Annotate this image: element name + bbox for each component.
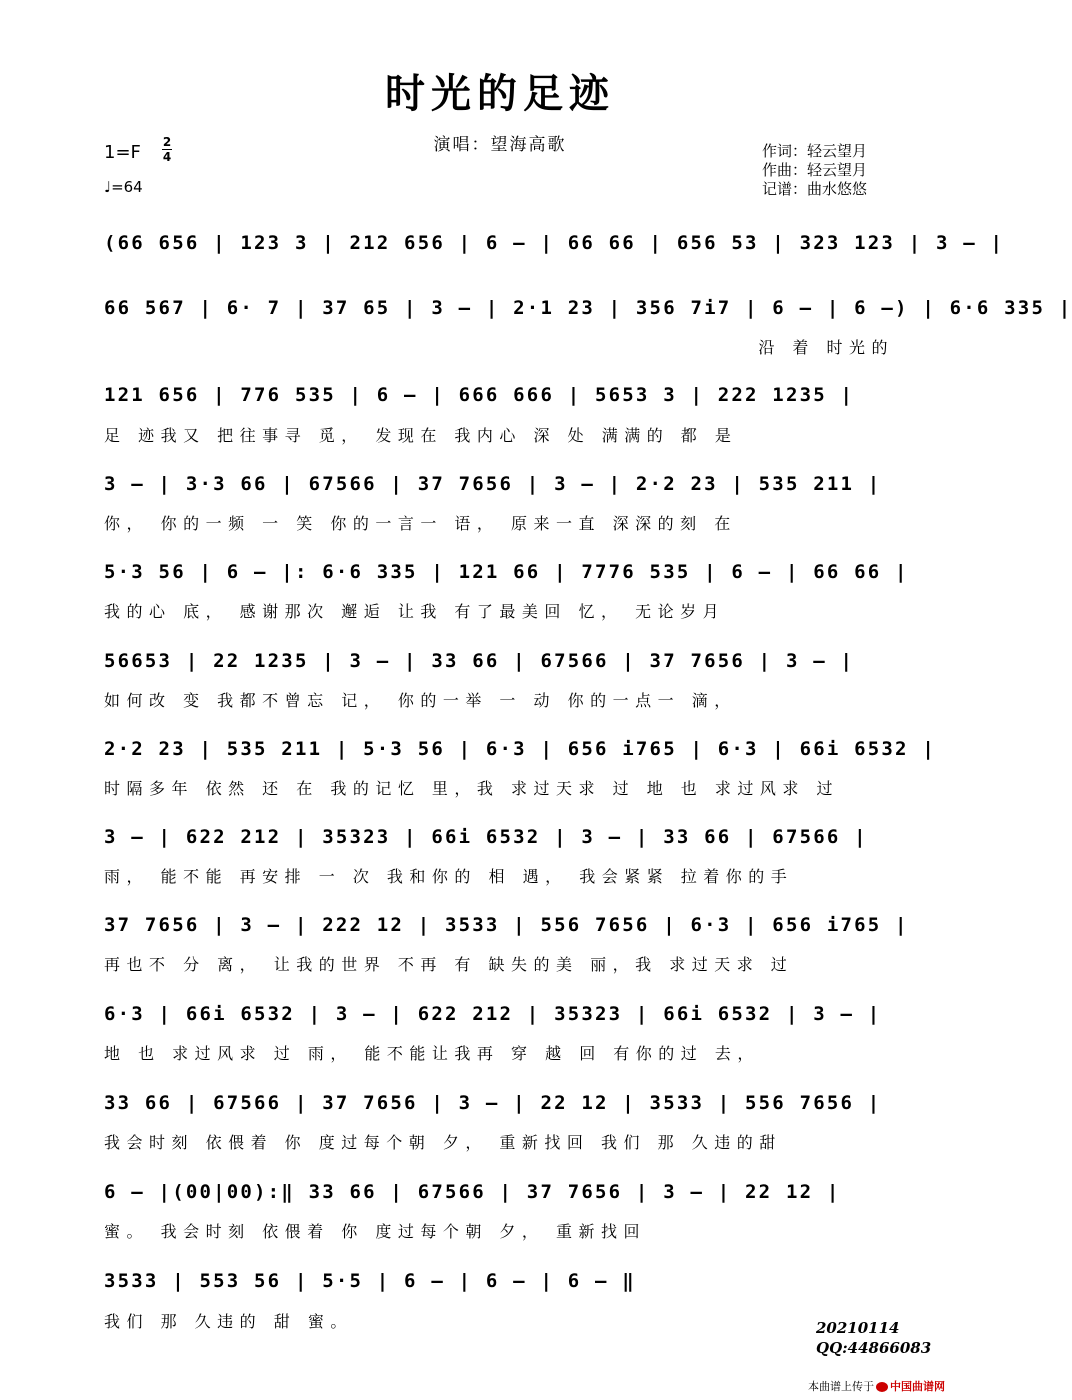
- score-notes-line: 2·2 23 | 535 211 | 5·3 56 | 6·3 | 656 i765 | 6·3 | 66i 6532 |: [104, 738, 936, 760]
- upload-date: 20210114: [816, 1319, 900, 1337]
- score-notes-line: 5·3 56 | 6 – |: 6·6 335 | 121 66 | 7776 535 | 6 – | 66 66 |: [104, 561, 909, 583]
- score-lyrics-line: 你， 你的一频 一 笑 你的一言一 语， 原来一直 深深的刻 在: [104, 514, 737, 533]
- score-notes-line: 6 – |(00|00):‖ 33 66 | 67566 | 37 7656 | 3 – | 22 12 |: [104, 1181, 841, 1203]
- score-notes-line: 56653 | 22 1235 | 3 – | 33 66 | 67566 | 37 7656 | 3 – |: [104, 650, 855, 672]
- score-lyrics-line: 我们 那 久违的 甜 蜜。: [104, 1312, 353, 1331]
- qq-contact: QQ:44866083: [816, 1339, 932, 1357]
- score-notes-line: 37 7656 | 3 – | 222 12 | 3533 | 556 7656 | 6·3 | 656 i765 |: [104, 914, 909, 936]
- score-lyrics-line: 雨， 能不能 再安排 一 次 我和你的 相 遇， 我会紧紧 拉着你的手: [104, 867, 794, 886]
- key-signature: 1=F: [104, 142, 141, 163]
- score-lyrics-line: 再也不 分 离， 让我的世界 不再 有 缺失的美 丽，我 求过天求 过: [104, 955, 794, 974]
- site-logo-icon: [876, 1382, 888, 1392]
- time-signature-top: 2: [162, 135, 172, 149]
- footer-text: 本曲谱上传于: [808, 1380, 874, 1393]
- score-lyrics-line: 时隔多年 依然 还 在 我的记忆 里，我 求过天求 过 地 也 求过风求 过: [104, 779, 839, 798]
- transcriber-credit: 记谱：曲水悠悠: [762, 180, 868, 198]
- upload-info: [816, 1318, 931, 1358]
- score-notes-line: 6·3 | 66i 6532 | 3 – | 622 212 | 35323 | 66i 6532 | 3 – |: [104, 1003, 882, 1025]
- score-notes-line: 121 656 | 776 535 | 6 – | 666 666 | 5653 3 | 222 1235 |: [104, 384, 855, 406]
- song-title: 时光的足迹: [385, 70, 615, 117]
- score-notes-line: 66 567 | 6· 7 | 37 65 | 3 – | 2·1 23 | 356 7i7 | 6 – | 6 –) | 6·6 335 |: [104, 297, 1072, 319]
- footer-site-link[interactable]: 中国曲谱网: [890, 1380, 945, 1393]
- singer-credit: 演唱：望海高歌: [433, 135, 567, 155]
- score-lyrics-line: 如何改 变 我都不曾忘 记， 你的一举 一 动 你的一点一 滴，: [104, 691, 737, 710]
- score-lyrics-line: 蜜。 我会时刻 依偎着 你 度过每个朝 夕， 重新找回: [104, 1222, 647, 1241]
- lyricist-credit: 作词：轻云望月: [762, 142, 868, 160]
- composer-credit: 作曲：轻云望月: [762, 161, 868, 179]
- time-signature-bottom: 4: [162, 150, 172, 164]
- score-lyrics-line: 沿 着 时光的: [758, 338, 894, 357]
- score-lyrics-line: 我会时刻 依偎着 你 度过每个朝 夕， 重新找回 我们 那 久违的甜: [104, 1133, 782, 1152]
- score-notes-line: 3533 | 553 56 | 5·5 | 6 – | 6 – | 6 – ‖: [104, 1270, 636, 1292]
- score-lyrics-line: 我的心 底， 感谢那次 邂逅 让我 有了最美回 忆， 无论岁月: [104, 602, 726, 621]
- tempo-marking: ♩=64: [104, 178, 143, 196]
- site-footer: [808, 1378, 945, 1394]
- score-lyrics-line: 足 迹我又 把往事寻 觅， 发现在 我内心 深 处 满满的 都 是: [104, 426, 738, 445]
- score-notes-line: (66 656 | 123 3 | 212 656 | 6 – | 66 66 | 656 53 | 323 123 | 3 – |: [104, 232, 1005, 254]
- score-notes-line: 3 – | 3·3 66 | 67566 | 37 7656 | 3 – | 2·2 23 | 535 211 |: [104, 473, 882, 495]
- score-notes-line: 3 – | 622 212 | 35323 | 66i 6532 | 3 – | 33 66 | 67566 |: [104, 826, 868, 848]
- credits-block: [762, 142, 867, 199]
- score-notes-line: 33 66 | 67566 | 37 7656 | 3 – | 22 12 | 3533 | 556 7656 |: [104, 1092, 882, 1114]
- score-lyrics-line: 地 也 求过风求 过 雨， 能不能让我再 穿 越 回 有你的过 去，: [104, 1044, 760, 1063]
- time-signature: [162, 136, 172, 163]
